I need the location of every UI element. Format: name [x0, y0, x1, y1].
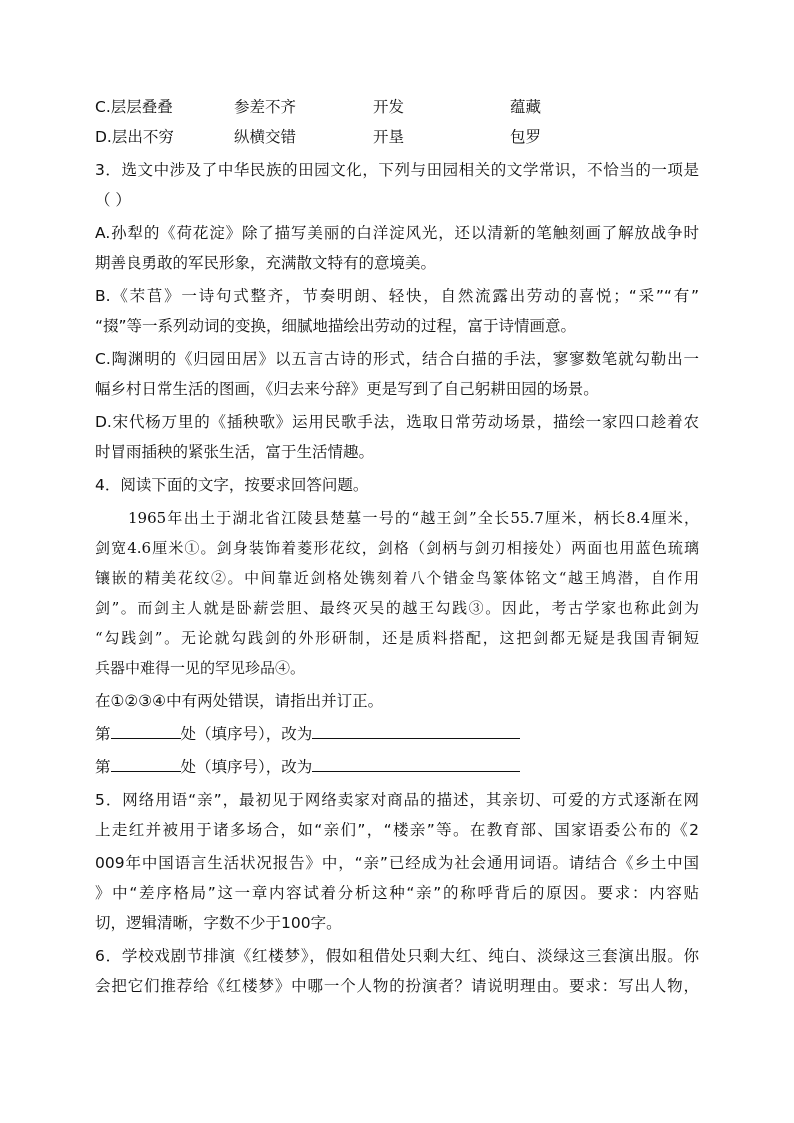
q4-stem: 4．阅读下面的文字，按要求回答问题。	[95, 476, 369, 494]
q5-line: 009年中国语言生活状况报告》中，“亲”已经成为社会通用词语。请结合《乡土中国	[95, 854, 699, 872]
q3-line: 期善良勇敢的军民形象，充满散文特有的意境美。	[95, 254, 437, 272]
q4-fill-row-1	[95, 724, 520, 744]
fill-prefix: 第	[95, 725, 111, 743]
passage-line: 兵器中难得一见的罕见珍品④。	[95, 659, 306, 677]
option-c-label: C.层层叠叠	[95, 98, 173, 116]
q6-line: 6．学校戏剧节排演《红楼梦》，假如租借处只剩大红、纯白、淡绿这三套演出服。你	[95, 947, 699, 965]
q3-stem-line2: （ ）	[95, 191, 131, 209]
blank-correction-1[interactable]	[312, 724, 520, 739]
option-d-item-3: 包罗	[510, 128, 542, 146]
option-c-item-2: 开发	[373, 98, 405, 116]
q3-line: D.宋代杨万里的《插秧歌》运用民歌手法，选取日常劳动场景，描绘一家四口趁着农	[95, 413, 699, 431]
option-d-item-2: 开垦	[373, 128, 405, 146]
blank-number-1[interactable]	[111, 724, 181, 739]
fill-mid: 处（填序号），改为	[180, 725, 313, 743]
passage-line: 剑”。而剑主人就是卧薪尝胆、最终灭吴的越王勾践③。因此，考古学家也称此剑为	[95, 599, 699, 617]
fill-prefix: 第	[95, 758, 111, 776]
q3-stem-line1: 3．选文中涉及了中华民族的田园文化，下列与田园相关的文学常识，不恰当的一项是	[95, 161, 699, 179]
passage-line: 1965年出土于湖北省江陵县楚墓一号的“越王剑”全长55.7厘米，柄长8.4厘米，	[128, 509, 699, 527]
q3-line: C.陶渊明的《归园田居》以五言古诗的形式，结合白描的手法，寥寥数笔就勾勒出一	[95, 350, 699, 368]
q5-line: 切，逻辑清晰，字数不少于100字。	[95, 914, 342, 932]
q3-line: 时冒雨插秧的紧张生活，富于生活情趣。	[95, 443, 375, 461]
passage-line: 剑宽4.6厘米①。剑身装饰着菱形花纹，剑格（剑柄与剑刃相接处）两面也用蓝色琉璃	[95, 539, 699, 557]
q4-instruction: 在①②③④中有两处错误，请指出并订正。	[95, 692, 384, 710]
q3-line: A.孙犁的《荷花淀》除了描写美丽的白洋淀风光，还以清新的笔触刻画了解放战争时	[95, 224, 699, 242]
q4-fill-row-2	[95, 757, 520, 777]
option-d-item-1: 纵横交错	[234, 128, 297, 146]
passage-line: “勾践剑”。无论就勾践剑的外形研制，还是质料搭配，这把剑都无疑是我国青铜短	[95, 629, 699, 647]
q6-line: 会把它们推荐给《红楼梦》中哪一个人物的扮演者？请说明理由。要求：写出人物，	[95, 977, 699, 995]
q3-line: 幅乡村日常生活的图画，《归去来兮辞》更是写到了自己躬耕田园的场景。	[95, 380, 599, 398]
q5-line: 》中“差序格局”这一章内容试着分析这种“亲”的称呼背后的原因。要求：内容贴	[95, 884, 699, 902]
option-c-item-1: 参差不齐	[234, 98, 297, 116]
q5-line: 5．网络用语“亲”，最初见于网络卖家对商品的描述，其亲切、可爱的方式逐渐在网	[95, 791, 699, 809]
fill-mid: 处（填序号），改为	[180, 758, 313, 776]
blank-correction-2[interactable]	[312, 757, 520, 772]
option-c-item-3: 蕴藏	[510, 98, 542, 116]
q5-line: 上走红并被用于诸多场合，如“亲们”，“楼亲”等。在教育部、国家语委公布的《2	[95, 821, 699, 839]
q3-line: “掇”等一系列动词的变换，细腻地描绘出劳动的过程，富于诗情画意。	[95, 317, 577, 335]
option-d-label: D.层出不穷	[95, 128, 174, 146]
blank-number-2[interactable]	[111, 757, 181, 772]
passage-line: 镶嵌的精美花纹②。中间靠近剑格处镌刻着八个错金鸟篆体铭文“越王鸠潜，自作用	[95, 569, 699, 587]
q3-line: B.《芣苢》一诗句式整齐，节奏明朗、轻快，自然流露出劳动的喜悦；“采”“有”	[95, 287, 699, 305]
